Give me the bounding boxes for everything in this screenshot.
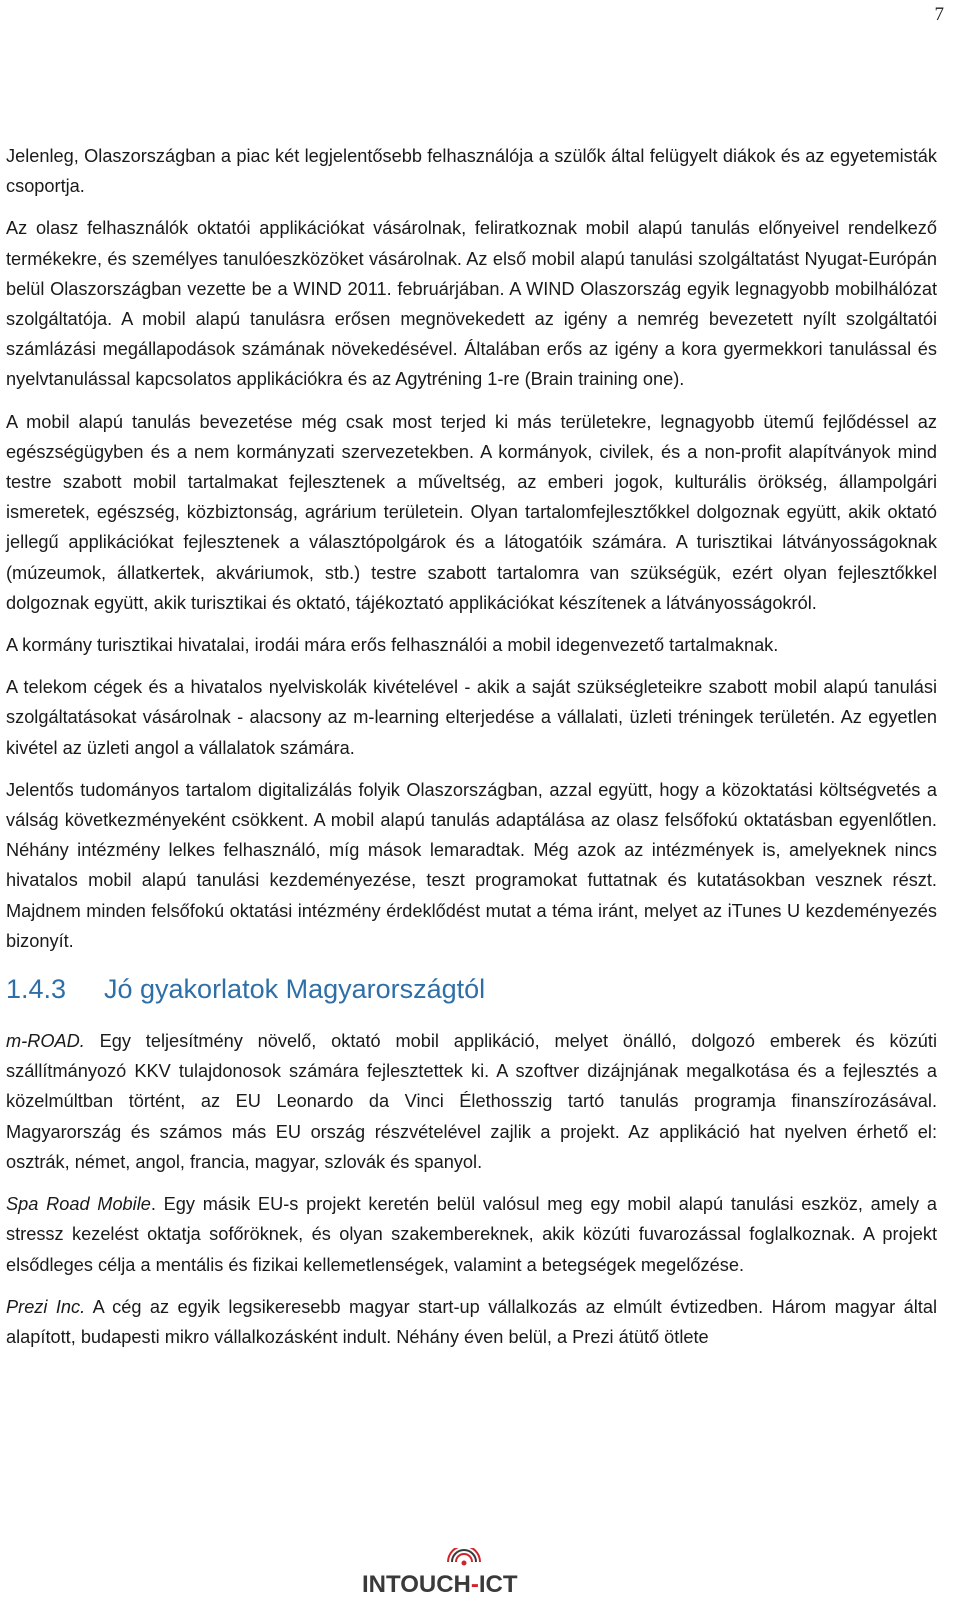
practice-text: A cég az egyik legsikeresebb magyar start-up vállalkozás az elmúlt évtizedben. Három magyar által alapított, budapesti mikro vállalkozásként indult. Néhány éven belül, a Prezi átütő ötlete (6, 1296, 938, 1347)
practice-name: Prezi Inc. (6, 1296, 86, 1317)
practice-prezi (6, 1292, 937, 1352)
logo-wordmark: INTOUCH-ICT (362, 1571, 518, 1598)
practice-name: Spa Road Mobile (6, 1194, 151, 1215)
paragraph-telecom: A telekom cégek és a hivatalos nyelviskolák kivételével - akik a saját szükségleteikre szabott mobil alapú tanulási szolgáltatásokat vásárolnak - alacsony az m-learning elterjedése a vállalati, üzleti tréningek területén. Az egyetlen kivétel az üzleti angol a vállalatok számára. (6, 677, 937, 758)
practice-spa-road-mobile (6, 1189, 937, 1280)
intouch-ict-logo (360, 1548, 540, 1598)
section-heading (6, 972, 937, 1006)
document-body (6, 141, 937, 1364)
practice-m-road (6, 1026, 937, 1177)
paragraph-italy-users: Jelenleg, Olaszországban a piac két legjelentősebb felhasználója a szülők által felügyelt diákok és az egyetemisták csoportja. (6, 146, 937, 197)
practice-text: Egy teljesítmény növelő, oktató mobil applikáció, melyet önálló, dolgozó emberek és közúti szállítmányozó KKV tulajdonosok számára fejlesztettek ki. A szoftver dizájnjának megalkotása és a fejlesztés a közelmúltban történt, az EU Leonardo da Vinci Élethosszig tartó tanulás programja finanszírozásával. Magyarország és számos más EU ország részvételével zajlik a projekt. Az applikáció hat nyelven érhető el: osztrák, német, angol, francia, magyar, szlovák és spanyol. (6, 1031, 937, 1172)
section-title: Jó gyakorlatok Magyarországtól (104, 974, 486, 1005)
paragraph-government-tourism: A kormány turisztikai hivatalai, irodái mára erős felhasználói a mobil idegenvezető tartalmaknak. (6, 635, 779, 656)
paragraph-italy-expansion: A mobil alapú tanulás bevezetése még csak most terjed ki más területekre, legnagyobb ütemű fejlődéssel az egészségügyben és a nem kormányzati szervezetekben. A kormányok, civilek, és a non-profit alapítványok mind testre szabott mobil tartalmakat fejlesztenek a műveltség, az emberi jogok, kulturális örökség, állampolgári ismeretek, egészség, közbiztonság, agrárium területein. Olyan tartalomfejlesztőkkel dolgoznak együtt, akik oktató jellegű applikációkat fejlesztenek a választópolgárok és a látogatóik számára. A turisztikai látványosságoknak (múzeumok, állatkertek, akváriumok, stb.) testre szabott tartalomra van szükségük, ezért olyan fejlesztőkkel dolgoznak együtt, akik turisztikai és oktató, tájékoztató applikációkat készítenek a látványosságokról. (6, 411, 937, 613)
paragraph-italy-market: Az olasz felhasználók oktatói applikációkat vásárolnak, feliratkoznak mobil alapú tanulás előnyeivel rendelkező termékekre, és személyes tanulóeszközöket vásárolnak. Az első mobil alapú tanulási szolgáltatást Nyugat-Európán belül Olaszországban vezette be a WIND 2011. februárjában. A WIND Olaszország egyik legnagyobb mobilhálózat szolgáltatója. A mobil alapú tanulásra erősen megnövekedett az igény a nemrég bevezetett nyílt szolgáltatói számlázási megállapodások számának növekedésével. Általában erős az igény a kora gyermekkori tanulással és nyelvtanulással kapcsolatos applikációkra és az Agytréning 1-re (Brain training one). (6, 218, 937, 390)
practice-text: . Egy másik EU-s projekt keretén belül valósul meg egy mobil alapú tanulási eszköz, amely a stressz kezelést oktatja sofőröknek, és olyan szakembereknek, akik közúti fuvarozással foglalkoznak. A projekt elsődleges célja a mentális és fizikai kellemetlenségek, valamint a betegségek megelőzése. (6, 1194, 937, 1275)
signal-icon (448, 1548, 480, 1566)
paragraph-digitalization: Jelentős tudományos tartalom digitalizálás folyik Olaszországban, azzal együtt, hogy a közoktatási költségvetés a válság következményeként csökkent. A mobil alapú tanulás adaptálása az olasz felsőfokú oktatásban egyenlőtlen. Néhány intézmény lelkes felhasználó, míg mások lemaradtak. Még azok az intézmények is, amelyeknek nincs hivatalos mobil alapú tanulási kezdeményezése, teszt programokat futtatnak és kutatásokban vesznek részt. Majdnem minden felsőfokú oktatási intézmény érdeklődést mutat a téma iránt, melyet az iTunes U kezdeményezés bizonyít. (6, 779, 937, 951)
practice-name: m-ROAD. (6, 1031, 85, 1052)
section-number: 1.4.3 (6, 974, 67, 1005)
page-number: 7 (934, 4, 944, 25)
